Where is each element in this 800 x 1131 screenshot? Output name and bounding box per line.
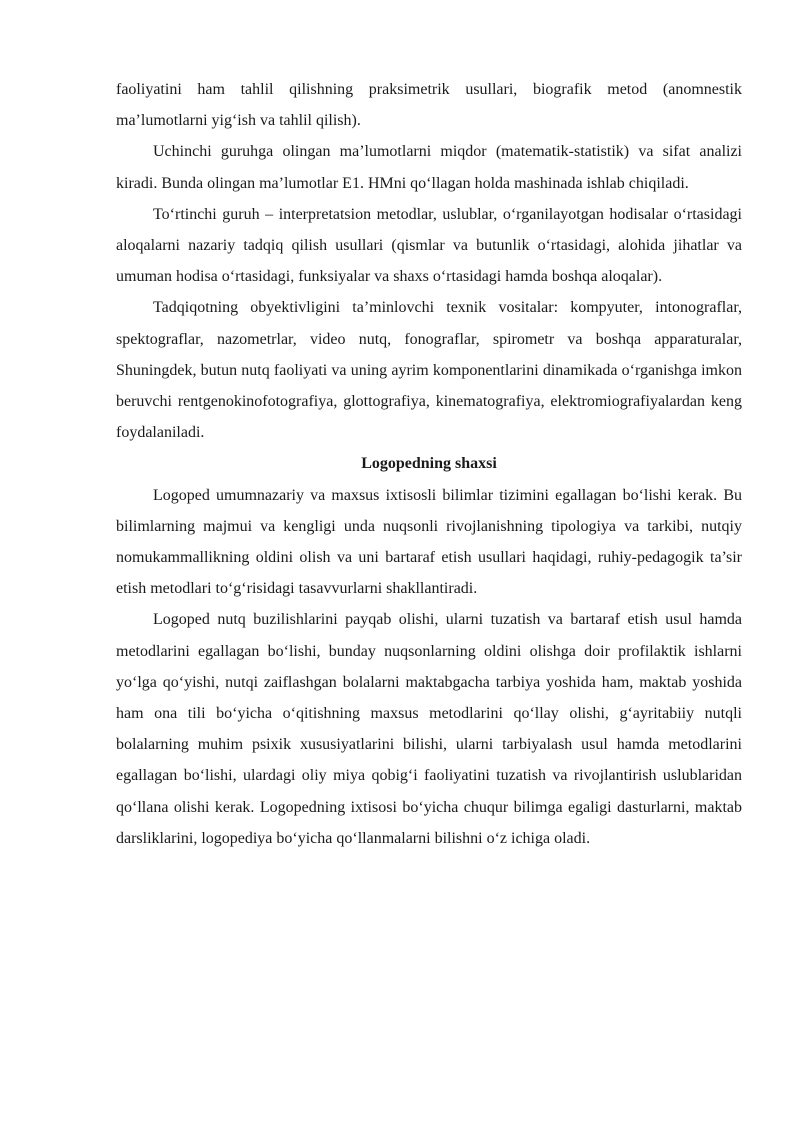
paragraph-continuation: faoliyatini ham tahlil qilishning praksimetrik usullari, biografik metod (anomnestik ma’lumotlarni yig‘ish va tahlil qilish).: [116, 81, 742, 130]
paragraph-technical-tools: Tadqiqotning obyektivligini ta’minlovchi texnik vositalar: kompyuter, intonograflar, spektograflar, nazometrlar, video nutq, fonograflar, spirometr va boshqa apparaturalar, Shuningdek, butun nutq faoliyati va uning ayrim komponentlarini dinamikada o‘rganishga imkon beruvchi rentgenokinofotografiya, glottografiya, kinematografiya, elektromiografiyalardan keng foydalaniladi.: [116, 299, 742, 442]
paragraph-fourth-group: To‘rtinchi guruh – interpretatsion metodlar, uslublar, o‘rganilayotgan hodisalar o‘rtasidagi aloqalarni nazariy tadqiq qilish usullari (qismlar va butunlik o‘rtasidagi, alohida jihatlar va umuman hodisa o‘rtasidagi, funksiyalar va shaxs o‘rtasidagi hamda boshqa aloqalar).: [116, 205, 742, 286]
paragraph-logoped-skills: Logoped nutq buzilishlarini payqab olishi, ularni tuzatish va bartaraf etish usul hamda metodlarini egallagan bo‘lishi, bunday nuqsonlarning oldini olishga doir profilaktik ishlarni yo‘lga qo‘yishi, nutqi zaiflashgan bolalarni maktabgacha tarbiya yoshida ham, maktab yoshida ham ona tili bo‘yicha o‘qitishning maxsus metodlarini qo‘llay olishi, g‘ayritabiiy nutqli bolalarning muhim psixik xususiyatlarini bilishi, ularni tarbiyalash usul hamda metodlarini egallagan bo‘lishi, ulardagi oliy miya qobig‘i faoliyatini tuzatish va rivojlantirish uslublaridan qo‘llana olishi kerak. Logopedning ixtisosi bo‘yicha chuqur bilimga egaligi dasturlarni, maktab darsliklarini, logopediya bo‘yicha qo‘llanmalarni bilishni o‘z ichiga oladi.: [116, 611, 742, 847]
paragraph-third-group: Uchinchi guruhga olingan ma’lumotlarni miqdor (matematik-statistik) va sifat analizi kiradi. Bunda olingan ma’lumotlar E1. HMni qo‘llagan holda mashinada ishlab chiqiladi.: [116, 143, 742, 192]
document-page: [116, 74, 742, 854]
section-title: Logopedning shaxsi: [361, 455, 497, 473]
paragraph-logoped-knowledge: Logoped umumnazariy va maxsus ixtisosli bilimlar tizimini egallagan bo‘lishi kerak. Bu bilimlarning majmui va kengligi unda nuqsonli rivojlanishning tipologiya va tarkibi, nutqiy nomukammallikning oldini olish va uni bartaraf etish usullari haqidagi, ruhiy-pedagogik ta’sir etish metodlari to‘g‘risidagi tasavvurlarni shakllantiradi.: [116, 486, 742, 598]
